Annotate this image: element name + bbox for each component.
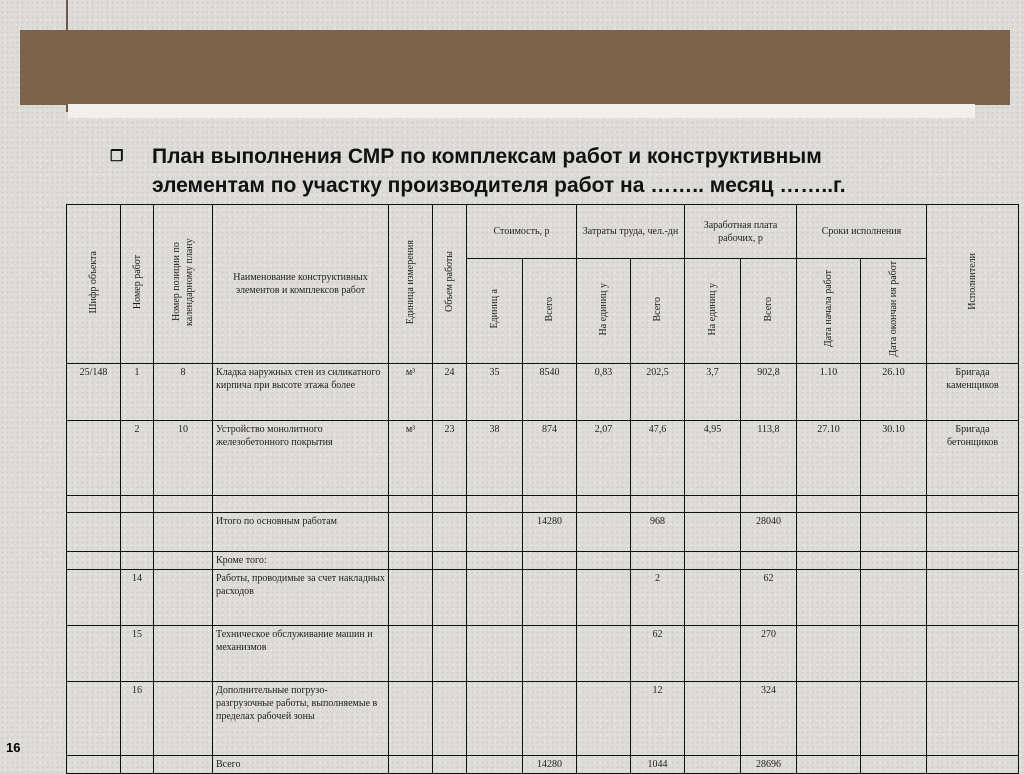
cell-ex	[927, 551, 1019, 569]
cell-code	[67, 420, 121, 495]
cell-cu	[467, 625, 523, 681]
cell-cu: 38	[467, 420, 523, 495]
cell-ct: 8540	[523, 363, 577, 420]
page-number: 16	[6, 740, 21, 755]
cell-ex	[927, 625, 1019, 681]
cell-no: 2	[121, 420, 154, 495]
cell-ex: Бригада каменщиков	[927, 363, 1019, 420]
cell-ct	[523, 551, 577, 569]
header-band	[20, 30, 1010, 105]
cell-e	[861, 625, 927, 681]
cell-lt: 1044	[631, 755, 685, 773]
cell-pos: 8	[154, 363, 213, 420]
cell-s	[797, 551, 861, 569]
cell-cu	[467, 755, 523, 773]
cell-unit: м³	[389, 420, 433, 495]
header-labor-total: Всего	[652, 296, 663, 322]
cell-name: Итого по основным работам	[213, 512, 389, 551]
cell-ex	[927, 495, 1019, 512]
cell-ct: 14280	[523, 755, 577, 773]
cell-vol	[433, 755, 467, 773]
cell-e	[861, 569, 927, 625]
cell-cu	[467, 681, 523, 755]
cell-e: 26.10	[861, 363, 927, 420]
cell-wt: 62	[741, 569, 797, 625]
cell-wu: 4,95	[685, 420, 741, 495]
header-executors: Исполнители	[967, 253, 978, 311]
cell-code	[67, 551, 121, 569]
cell-wu: 3,7	[685, 363, 741, 420]
cell-cu	[467, 551, 523, 569]
cell-lu	[577, 569, 631, 625]
cell-code	[67, 625, 121, 681]
cell-wt: 270	[741, 625, 797, 681]
header-labor: Затраты труда, чел.-дн	[577, 205, 685, 259]
table-row	[67, 755, 1019, 773]
cell-name: Кладка наружных стен из силикатного кирпича при высоте этажа более	[213, 363, 389, 420]
cell-s: 1.10	[797, 363, 861, 420]
cell-s	[797, 495, 861, 512]
cell-lu	[577, 755, 631, 773]
header-volume: Объем работы	[444, 251, 455, 313]
cell-lu	[577, 512, 631, 551]
cell-unit	[389, 625, 433, 681]
cell-ct	[523, 495, 577, 512]
cell-no: 14	[121, 569, 154, 625]
cell-lt: 12	[631, 681, 685, 755]
header-wage-unit: На единиц у	[707, 282, 718, 336]
table-row	[67, 625, 1019, 681]
table-row	[67, 512, 1019, 551]
cell-ex: Бригада бетонщиков	[927, 420, 1019, 495]
cell-name	[213, 495, 389, 512]
cell-code	[67, 512, 121, 551]
cell-wu	[685, 755, 741, 773]
cell-ex	[927, 755, 1019, 773]
cell-no	[121, 551, 154, 569]
header-unit: Единица измерения	[405, 239, 416, 324]
cell-cu	[467, 512, 523, 551]
cell-pos	[154, 569, 213, 625]
header-code: Шифр объекта	[88, 250, 99, 314]
cell-wt: 113,8	[741, 420, 797, 495]
cell-lt	[631, 495, 685, 512]
cell-ex	[927, 569, 1019, 625]
cell-ct: 874	[523, 420, 577, 495]
cell-ex	[927, 512, 1019, 551]
table-row	[67, 363, 1019, 420]
cell-pos	[154, 625, 213, 681]
table-row	[67, 681, 1019, 755]
cell-no	[121, 512, 154, 551]
header-cost-unit: Единиц а	[489, 289, 500, 329]
cell-unit	[389, 569, 433, 625]
cell-ex	[927, 681, 1019, 755]
title-line-1: План выполнения СМР по комплексам работ и конструктивным	[152, 145, 822, 168]
header-band-light	[68, 104, 975, 118]
cell-wt	[741, 495, 797, 512]
cell-lu	[577, 495, 631, 512]
table-row	[67, 551, 1019, 569]
cell-vol	[433, 681, 467, 755]
cell-wu	[685, 551, 741, 569]
cell-vol	[433, 512, 467, 551]
cell-pos: 10	[154, 420, 213, 495]
cell-ct	[523, 681, 577, 755]
cell-s	[797, 569, 861, 625]
cell-name: Всего	[213, 755, 389, 773]
checkbox-bullet-icon: ❒	[110, 148, 124, 165]
header-start-date: Дата начала работ	[823, 270, 834, 348]
cell-wu	[685, 495, 741, 512]
cell-no: 15	[121, 625, 154, 681]
cell-vol	[433, 495, 467, 512]
cell-lu: 2,07	[577, 420, 631, 495]
cell-s	[797, 625, 861, 681]
cell-wt: 324	[741, 681, 797, 755]
cell-no: 16	[121, 681, 154, 755]
cell-wt	[741, 551, 797, 569]
cell-unit: м³	[389, 363, 433, 420]
cell-ct	[523, 625, 577, 681]
cell-wu	[685, 569, 741, 625]
cell-wt: 902,8	[741, 363, 797, 420]
cell-wt: 28040	[741, 512, 797, 551]
cell-pos	[154, 681, 213, 755]
cell-name: Техническое обслуживание машин и механизмов	[213, 625, 389, 681]
cell-wu	[685, 512, 741, 551]
cell-no: 1	[121, 363, 154, 420]
cell-ct: 14280	[523, 512, 577, 551]
cell-lt: 2	[631, 569, 685, 625]
cell-lu	[577, 551, 631, 569]
cell-vol	[433, 569, 467, 625]
cell-lt: 968	[631, 512, 685, 551]
header-name: Наименование конструктивных элементов и комплексов работ	[213, 205, 389, 364]
cell-code: 25/148	[67, 363, 121, 420]
table-row	[67, 569, 1019, 625]
table-row	[67, 495, 1019, 512]
cell-unit	[389, 681, 433, 755]
cell-lu	[577, 681, 631, 755]
header-wage: Заработная плата рабочих, р	[685, 205, 797, 259]
cell-lu: 0,83	[577, 363, 631, 420]
cell-e	[861, 495, 927, 512]
cell-s	[797, 512, 861, 551]
header-terms: Сроки исполнения	[797, 205, 927, 259]
cell-cu	[467, 569, 523, 625]
cell-lt: 47,6	[631, 420, 685, 495]
cell-cu	[467, 495, 523, 512]
cell-vol	[433, 551, 467, 569]
header-row	[67, 205, 1019, 259]
cell-pos	[154, 512, 213, 551]
cell-name: Кроме того:	[213, 551, 389, 569]
cell-vol	[433, 625, 467, 681]
cell-code	[67, 755, 121, 773]
cell-unit	[389, 495, 433, 512]
cell-cu: 35	[467, 363, 523, 420]
cell-lu	[577, 625, 631, 681]
cell-vol: 24	[433, 363, 467, 420]
header-labor-unit: На единиц у	[598, 282, 609, 336]
cell-wu	[685, 681, 741, 755]
title-line-2: элементам по участку производителя работ на …….. месяц ……..г.	[152, 174, 846, 197]
cell-lt: 62	[631, 625, 685, 681]
cell-e	[861, 755, 927, 773]
cell-s	[797, 755, 861, 773]
cell-pos	[154, 495, 213, 512]
cell-lt	[631, 551, 685, 569]
cell-e: 30.10	[861, 420, 927, 495]
cell-vol: 23	[433, 420, 467, 495]
table-row	[67, 420, 1019, 495]
cell-code	[67, 681, 121, 755]
work-plan-table	[66, 204, 1019, 774]
cell-s: 27.10	[797, 420, 861, 495]
cell-ct	[523, 569, 577, 625]
cell-pos	[154, 551, 213, 569]
header-work-no: Номер работ	[131, 254, 143, 309]
cell-e	[861, 512, 927, 551]
cell-unit	[389, 755, 433, 773]
cell-name: Работы, проводимые за счет накладных расходов	[213, 569, 389, 625]
header-position: Номер позиции по календарному плану	[171, 238, 195, 326]
cell-no	[121, 755, 154, 773]
cell-pos	[154, 755, 213, 773]
cell-code	[67, 495, 121, 512]
cell-s	[797, 681, 861, 755]
cell-wu	[685, 625, 741, 681]
header-wage-total: Всего	[763, 296, 774, 322]
cell-e	[861, 681, 927, 755]
cell-no	[121, 495, 154, 512]
cell-e	[861, 551, 927, 569]
cell-name: Дополнительные погрузо-разгрузочные работы, выполняемые в пределах рабочей зоны	[213, 681, 389, 755]
cell-lt: 202,5	[631, 363, 685, 420]
cell-name: Устройство монолитного железобетонного покрытия	[213, 420, 389, 495]
header-cost: Стоимость, р	[467, 205, 577, 259]
cell-unit	[389, 512, 433, 551]
slide-title	[112, 142, 992, 200]
cell-unit	[389, 551, 433, 569]
cell-wt: 28696	[741, 755, 797, 773]
header-end-date: Дата окончан ия работ	[888, 261, 899, 357]
cell-code	[67, 569, 121, 625]
header-cost-total: Всего	[544, 296, 555, 322]
